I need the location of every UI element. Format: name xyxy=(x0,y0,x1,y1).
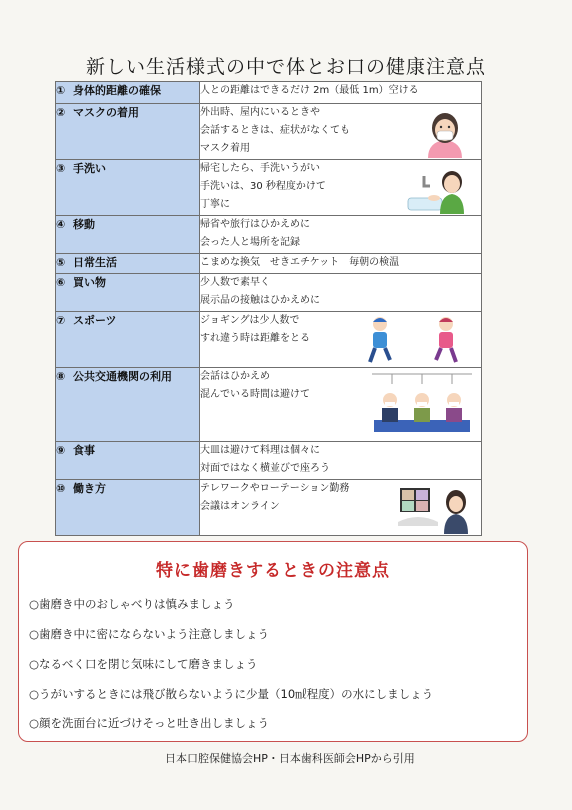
row-label-text: 移動 xyxy=(73,218,95,231)
row-label-text: 食事 xyxy=(73,444,95,457)
description-line: 帰省や旅行はひかえめに xyxy=(200,219,310,230)
guidelines-table xyxy=(55,81,482,536)
table-row xyxy=(56,104,482,160)
notice-title: 特に歯磨きするときの注意点 xyxy=(156,561,390,581)
description-line: ジョギングは少人数で xyxy=(200,315,300,326)
description-line: テレワークやローテーション勤務 xyxy=(200,483,350,494)
description-line: 手洗いは、30 秒程度かけて xyxy=(200,181,326,192)
description-line: 丁寧に xyxy=(200,199,230,210)
notice-item: ○うがいするときには飛び散らないように少量（10㎖程度）の水にしましょう xyxy=(29,687,434,701)
joggers-icon xyxy=(358,314,468,366)
notice-item: ○顔を洗面台に近づけそっと吐き出しましょう xyxy=(29,716,270,730)
notice-item: ○なるべく口を閉じ気味にして磨きましょう xyxy=(29,657,258,671)
row-label xyxy=(56,312,200,368)
description-line: マスク着用 xyxy=(200,143,250,154)
row-number: ⑨ xyxy=(56,444,66,457)
table-row xyxy=(56,312,482,368)
row-label-text: 公共交通機関の利用 xyxy=(73,370,172,383)
row-label-text: 日常生活 xyxy=(73,256,117,269)
handwashing-person-icon xyxy=(406,162,468,214)
row-description xyxy=(200,274,482,312)
description-line: 対面ではなく横並びで座ろう xyxy=(200,463,330,474)
row-number: ⑩ xyxy=(56,482,66,495)
row-description xyxy=(200,254,482,274)
row-description xyxy=(200,104,482,160)
row-description xyxy=(200,312,482,368)
row-description xyxy=(200,216,482,254)
source-credit: 日本口腔保健協会HP・日本歯科医師会HPから引用 xyxy=(165,752,415,765)
row-label xyxy=(56,104,200,160)
description-line: 会議はオンライン xyxy=(200,501,280,512)
row-description xyxy=(200,442,482,480)
description-line: こまめな換気 せきエチケット 毎朝の検温 xyxy=(200,257,400,268)
row-label-text: マスクの着用 xyxy=(73,106,139,119)
row-label xyxy=(56,274,200,312)
description-line: すれ違う時は距離をとる xyxy=(200,333,310,344)
description-line: 外出時、屋内にいるときや xyxy=(200,107,320,118)
description-line: 人との距離はできるだけ 2m（最低 1m）空ける xyxy=(200,85,419,96)
row-label xyxy=(56,254,200,274)
row-number: ① xyxy=(56,84,66,97)
row-label xyxy=(56,160,200,216)
row-description xyxy=(200,160,482,216)
description-line: 混んでいる時間は避けて xyxy=(200,389,310,400)
table-row xyxy=(56,442,482,480)
page-title: 新しい生活様式の中で体とお口の健康注意点 xyxy=(85,56,486,78)
row-number: ⑧ xyxy=(56,370,66,383)
row-label xyxy=(56,442,200,480)
row-description xyxy=(200,480,482,536)
description-line: 会った人と場所を記録 xyxy=(200,237,300,248)
train-passengers-icon xyxy=(372,370,472,438)
description-line: 展示品の接触はひかえめに xyxy=(200,295,320,306)
row-label xyxy=(56,82,200,104)
description-line: 大皿は避けて料理は個々に xyxy=(200,445,320,456)
row-label xyxy=(56,216,200,254)
row-description xyxy=(200,368,482,442)
notice-item: ○歯磨き中のおしゃべりは慎みましょう xyxy=(29,597,235,611)
table-row xyxy=(56,160,482,216)
toothbrushing-notice xyxy=(18,541,528,742)
row-label xyxy=(56,368,200,442)
row-description xyxy=(200,82,482,104)
description-line: 会話するときは、症状がなくても xyxy=(200,125,350,136)
description-line: 帰宅したら、手洗いうがい xyxy=(200,163,320,174)
row-number: ④ xyxy=(56,218,66,231)
mask-person-icon xyxy=(422,106,468,158)
notice-item: ○歯磨き中に密にならないよう注意しましょう xyxy=(29,627,270,641)
telework-icon xyxy=(398,482,470,534)
row-label xyxy=(56,480,200,536)
row-label-text: 買い物 xyxy=(73,276,106,289)
row-number: ⑤ xyxy=(56,256,66,269)
row-label-text: スポーツ xyxy=(73,314,117,327)
table-row xyxy=(56,82,482,104)
row-label-text: 身体的距離の確保 xyxy=(73,84,161,97)
table-row xyxy=(56,480,482,536)
row-label-text: 手洗い xyxy=(73,162,106,175)
description-line: 会話はひかえめ xyxy=(200,371,270,382)
table-row xyxy=(56,368,482,442)
table-row xyxy=(56,254,482,274)
row-label-text: 働き方 xyxy=(73,482,106,495)
row-number: ③ xyxy=(56,162,66,175)
table-row xyxy=(56,274,482,312)
row-number: ⑦ xyxy=(56,314,66,327)
table-row xyxy=(56,216,482,254)
row-number: ⑥ xyxy=(56,276,66,289)
row-number: ② xyxy=(56,106,66,119)
description-line: 少人数で素早く xyxy=(200,277,270,288)
